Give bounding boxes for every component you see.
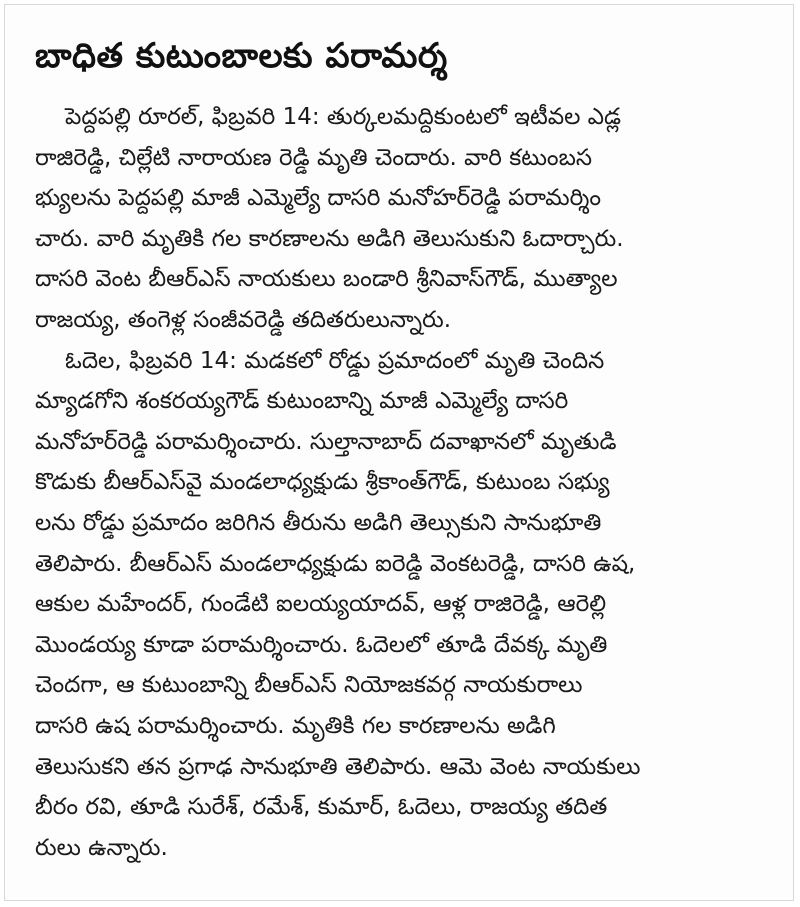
article-body — [35, 97, 780, 868]
paragraph-2-line: మనోహర్‌రెడ్డి పరామర్శించారు. సుల్తానాబాద్ దవాఖానలో మృతుడి — [35, 428, 617, 455]
paragraph-2-line: మొండయ్య కూడా పరామర్శించారు. ఓదెలలో తూడి దేవక్క మృతి — [35, 631, 608, 658]
news-clipping — [4, 4, 794, 901]
paragraph-2-line: ఓదెల, ఫిబ్రవరి 14: మడకలో రోడ్డు ప్రమాదంలో మృతి చెందిన — [65, 347, 605, 374]
paragraph-2-line: లను రోడ్డు ప్రమాదం జరిగిన తీరును అడిగి తెల్సుకుని సానుభూతి — [35, 509, 602, 536]
paragraph-2-line: బీరం రవి, తూడి సురేశ్, రమేశ్, కుమార్, ఓదెలు, రాజయ్య తదిత — [35, 794, 608, 821]
paragraph-1-line: రాజయ్య, తంగెళ్ల సంజీవరెడ్డి తదితరులున్నారు. — [35, 306, 452, 333]
paragraph-2-line: తెలిపారు. బీఆర్‌ఎస్ మండలాధ్యక్షుడు ఐరెడ్డి వెంకటరెడ్డి, దాసరి ఉష, — [35, 550, 636, 577]
paragraph-1-line: రాజిరెడ్డి, చిల్లేటి నారాయణ రెడ్డి మృతి చెందారు. వారి కటుంబస — [35, 144, 592, 171]
paragraph-2-line: కొడుకు బీఆర్‌ఎస్‌వై మండలాధ్యక్షుడు శ్రీకాంత్‌గౌడ్, కుటుంబ సభ్యు — [35, 469, 610, 496]
paragraph-2-line: దాసరి ఉష పరామర్శించారు. మృతికి గల కారణాలను అడిగి — [35, 712, 556, 739]
paragraph-2-line: చెందగా, ఆ కుటుంబాన్ని బీఆర్‌ఎస్ నియోజకవర్గ నాయకురాలు — [35, 672, 583, 699]
paragraph-2-line: ఆకుల మహేందర్, గుండేటి ఐలయ్యయాదవ్, ఆళ్ల రాజిరెడ్డి, ఆరెల్లి — [35, 591, 607, 618]
paragraph-1-line: దాసరి వెంట బీఆర్‌ఎస్ నాయకులు బండారి శ్రీనివాస్‌గౌడ్, ముత్యాల — [35, 266, 618, 293]
paragraph-2-line: రులు ఉన్నారు. — [35, 834, 168, 861]
paragraph-1-line: పెద్దపల్లి రూరల్, ఫిబ్రవరి 14: తుర్కలమద్దికుంటలో ఇటీవల ఎడ్ల — [65, 104, 622, 130]
paragraph-1-line: భ్యులను పెద్దపల్లి మాజీ ఎమ్మెల్యే దాసరి మనోహర్‌రెడ్డి పరామర్శిం — [35, 185, 602, 212]
paragraph-2-line: తెలుసుకని తన ప్రగాఢ సానుభూతి తెలిపారు. ఆమె వెంట నాయకులు — [35, 753, 641, 780]
paragraph-1-line: చారు. వారి మృతికి గల కారణాలను అడిగి తెలుసుకుని ఓదార్చారు. — [35, 225, 624, 252]
paragraph-2-line: మ్యాడగోని శంకరయ్యగౌడ్ కుటుంబాన్ని మాజీ ఎమ్మెల్యే దాసరి — [35, 388, 569, 415]
article-headline: బాధిత కుటుంబాలకు పరామర్శ — [35, 36, 448, 76]
